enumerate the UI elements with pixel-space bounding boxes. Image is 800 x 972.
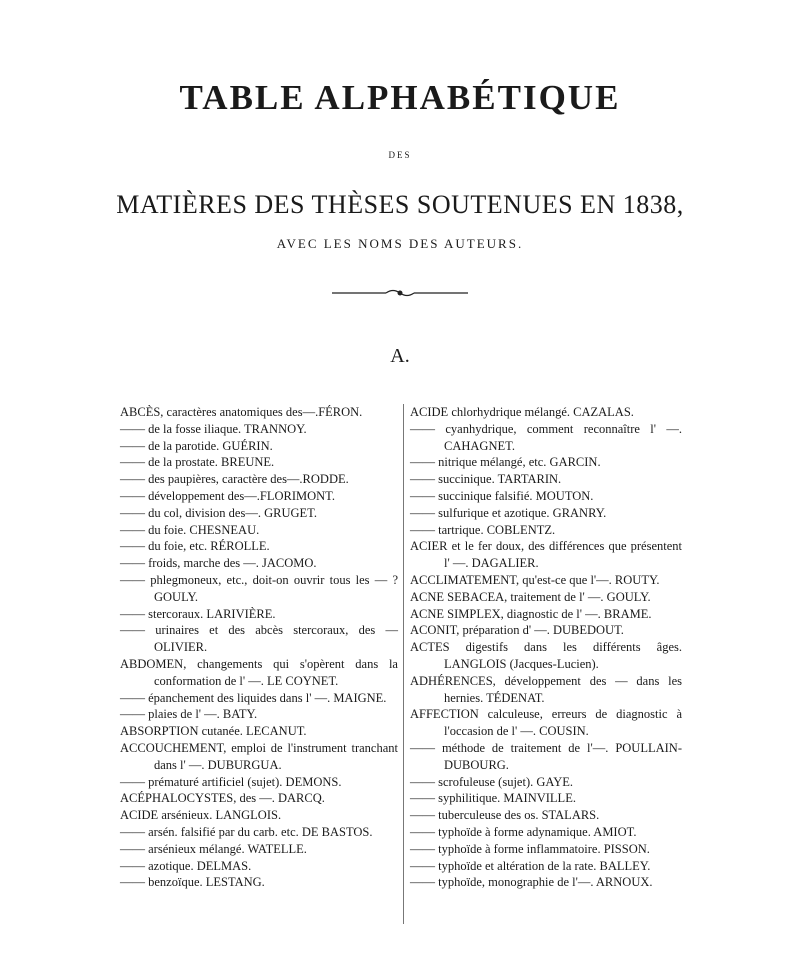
index-entry: ACCLIMATEMENT, qu'est-ce que l'—. ROUTY. [410, 572, 660, 587]
index-entry: ADHÉRENCES, développement des — dans les hernies. TÉDENAT. [410, 673, 682, 705]
index-entry: —— nitrique mélangé, etc. GARCIN. [410, 455, 601, 470]
index-entry: —— tuberculeuse des os. STALARS. [410, 808, 600, 823]
index-entry: —— scrofuleuse (sujet). GAYE. [410, 774, 574, 789]
index-entry: —— azotique. DELMAS. [120, 858, 252, 873]
index-entry: —— tartrique. COBLENTZ. [410, 522, 556, 537]
index-entry: —— du foie, etc. RÉROLLE. [120, 539, 270, 554]
index-entry: —— de la prostate. BREUNE. [120, 455, 275, 470]
index-entry: ACIDE arsénieux. LANGLOIS. [120, 808, 282, 823]
index-entry: —— épanchement des liquides dans l' —. MAIGNE. [120, 690, 387, 705]
index-entry: —— urinaires et des abcès stercoraux, des — OLIVIER. [120, 623, 398, 655]
index-entry: —— syphilitique. MAINVILLE. [410, 791, 576, 806]
index-entry: —— arsén. falsifié par du carb. etc. DE BASTOS. [120, 824, 373, 839]
index-entry: —— typhoïde à forme inflammatoire. PISSON. [410, 841, 650, 856]
ornament-divider [330, 286, 470, 300]
index-entry: ACTES digestifs dans les différents âges. LANGLOIS (Jacques-Lucien). [410, 640, 682, 671]
index-entry: —— plaies de l' —. BATY. [120, 707, 258, 722]
index-entry: —— développement des—.FLORIMONT. [120, 488, 336, 503]
index-entry: —— sulfurique et azotique. GRANRY. [410, 505, 607, 520]
column-divider [403, 404, 404, 924]
index-entry: —— phlegmoneux, etc., doit-on ouvrir tous les — ? GOULY. [120, 572, 398, 604]
index-entry: ACIER et le fer doux, des différences que présentent l' —. DAGALIER. [410, 539, 682, 571]
index-entry: —— froids, marche des —. JACOMO. [120, 556, 317, 571]
index-entry: —— de la parotide. GUÉRIN. [120, 438, 273, 453]
index-entry: —— des paupières, caractère des—.RODDE. [120, 472, 349, 487]
index-entry: —— de la fosse iliaque. TRANNOY. [120, 421, 307, 436]
index-entry: —— du col, division des—. GRUGET. [120, 505, 317, 520]
index-entry: —— benzoïque. LESTANG. [120, 875, 265, 890]
index-entry: AFFECTION calculeuse, erreurs de diagnostic à l'occasion de l' —. COUSIN. [410, 707, 682, 739]
index-entry: ACIDE chlorhydrique mélangé. CAZALAS. [410, 405, 634, 419]
index-entry: ACNE SEBACEA, traitement de l' —. GOULY. [410, 589, 651, 604]
index-entry: ACCOUCHEMENT, emploi de l'instrument tranchant dans l' —. DUBURGUA. [120, 740, 398, 772]
index-entry: ABSORPTION cutanée. LECANUT. [120, 724, 307, 739]
index-entry: —— cyanhydrique, comment reconnaître l' —. CAHAGNET. [410, 421, 682, 453]
index-entry: ABDOMEN, changements qui s'opèrent dans la conformation de l' —. LE COYNET. [120, 656, 398, 688]
authors-line: AVEC LES NOMS DES AUTEURS. [276, 236, 524, 251]
right-column [410, 404, 682, 891]
index-entry: —— arsénieux mélangé. WATELLE. [120, 841, 307, 856]
index-entry: —— stercoraux. LARIVIÈRE. [120, 606, 276, 621]
index-entry: —— prématuré artificiel (sujet). DEMONS. [120, 774, 342, 789]
index-entry: —— typhoïde, monographie de l'—. ARNOUX. [410, 875, 653, 890]
index-entry: ACNE SIMPLEX, diagnostic de l' —. BRAME. [410, 606, 652, 621]
index-entry: ACÉPHALOCYSTES, des —. DARCQ. [120, 791, 325, 806]
index-entry: —— succinique. TARTARIN. [410, 472, 562, 487]
left-column [120, 404, 398, 891]
index-entry: —— typhoïde et altération de la rate. BALLEY. [410, 858, 651, 873]
index-entry: —— du foie. CHESNEAU. [120, 522, 260, 537]
index-entry: ABCÈS, caractères anatomiques des—.FÉRON. [120, 405, 363, 419]
title-connector: DES [388, 150, 412, 160]
page-subtitle: MATIÈRES DES THÈSES SOUTENUES EN 1838, [116, 190, 684, 219]
index-entry: —— typhoïde à forme adynamique. AMIOT. [410, 824, 637, 839]
section-letter: A. [390, 345, 410, 367]
index-entry: —— méthode de traitement de l'—. POULLAIN-DUBOURG. [410, 740, 682, 772]
page-title: TABLE ALPHABÉTIQUE [179, 78, 621, 117]
index-entry: —— succinique falsifié. MOUTON. [410, 488, 594, 503]
index-entry: ACONIT, préparation d' —. DUBEDOUT. [410, 623, 624, 638]
